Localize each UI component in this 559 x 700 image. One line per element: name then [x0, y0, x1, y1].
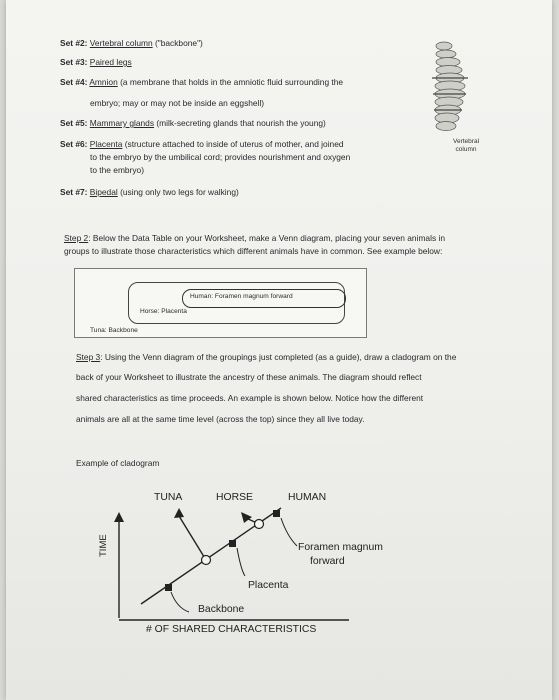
step-text: : Below the Data Table on your Worksheet, make a Venn diagram, placing your seven animals in	[88, 233, 445, 243]
set-desc: ("backbone")	[152, 38, 203, 48]
set-3-line	[60, 57, 132, 68]
shared-characteristics-label: # OF SHARED CHARACTERISTICS	[146, 624, 317, 635]
step-label: Step 3	[76, 352, 101, 362]
caption-line-2: column	[455, 146, 477, 153]
set-number: Set #4:	[60, 77, 88, 87]
foramen-pointer	[281, 518, 297, 546]
tuna-branch	[179, 516, 206, 560]
step-2-line-2: groups to illustrate those characteristics which different animals have in common. See example below:	[64, 246, 443, 256]
set-desc: (using only two legs for walking)	[117, 187, 239, 197]
step-3-line-3: shared characteristics as time proceeds. An example is shown below. Notice how the different	[76, 393, 424, 403]
time-axis-label: TIME	[98, 534, 109, 557]
horse-arrow	[241, 512, 252, 523]
step-label: Step 2	[64, 233, 89, 243]
step-2-line-1	[64, 233, 445, 244]
set-term: Mammary glands	[89, 118, 155, 128]
set-7-line	[60, 187, 239, 198]
tuna-node	[202, 556, 211, 565]
set-number: Set #7:	[60, 187, 88, 197]
set-5-line	[60, 118, 326, 129]
trait-placenta: Placenta	[248, 580, 289, 591]
set-term: Vertebral column	[89, 38, 153, 48]
vertebral-column-illustration	[418, 38, 476, 138]
set-4-line	[60, 77, 343, 88]
set-term: Amnion	[89, 77, 118, 87]
set-6-continuation-2: to the embryo)	[90, 165, 144, 175]
backbone-marker	[165, 584, 172, 591]
time-axis-arrow	[114, 512, 124, 522]
set-number: Set #2:	[60, 38, 88, 48]
foramen-marker	[273, 510, 280, 517]
set-number: Set #5:	[60, 118, 88, 128]
venn-label-human: Human: Foramen magnum forward	[190, 293, 293, 300]
horse-node	[255, 520, 264, 529]
step-text: : Using the Venn diagram of the groupings just completed (as a guide), draw a cladogram on the	[100, 352, 457, 362]
set-number: Set #3:	[60, 57, 88, 67]
set-number: Set #6:	[60, 139, 88, 149]
set-term: Bipedal	[89, 187, 118, 197]
placenta-pointer	[237, 548, 245, 576]
set-desc: (a membrane that holds in the amniotic fluid surrounding the	[117, 77, 344, 87]
trait-foramen-line-1: Foramen magnum	[298, 542, 383, 553]
set-term: Paired legs	[89, 57, 132, 67]
set-term: Placenta	[89, 139, 123, 149]
set-desc: (structure attached to inside of uterus of mother, and joined	[122, 139, 344, 149]
set-desc: (milk-secreting glands that nourish the young)	[154, 118, 326, 128]
example-label: Example of cladogram	[76, 458, 160, 468]
taxon-horse: HORSE	[216, 492, 253, 503]
placenta-marker	[229, 540, 236, 547]
caption-line-1: Vertebral	[453, 138, 480, 145]
trait-backbone: Backbone	[198, 604, 245, 615]
taxon-tuna: TUNA	[154, 492, 183, 503]
tuna-arrow	[174, 508, 184, 518]
set-4-continuation: embryo; may or may not be inside an eggshell)	[90, 98, 265, 108]
backbone-pointer	[171, 592, 189, 612]
step-3-line-4: animals are all at the same time level (across the top) since they all live today.	[76, 414, 365, 424]
vertebral-column-caption	[453, 138, 479, 154]
venn-label-horse: Horse: Placenta	[140, 308, 187, 315]
venn-label-tuna: Tuna: Backbone	[90, 327, 138, 334]
step-3-line-2: back of your Worksheet to illustrate the ancestry of these animals. The diagram should reflect	[76, 372, 422, 382]
set-2-line	[60, 38, 203, 49]
trait-foramen-line-2: forward	[310, 556, 345, 567]
set-6-line	[60, 139, 344, 150]
worksheet-page	[6, 0, 552, 700]
step-3-line-1	[76, 352, 456, 363]
set-6-continuation-1: to the embryo by the umbilical cord; provides nourishment and oxygen	[90, 152, 351, 162]
taxon-human: HUMAN	[288, 492, 327, 503]
